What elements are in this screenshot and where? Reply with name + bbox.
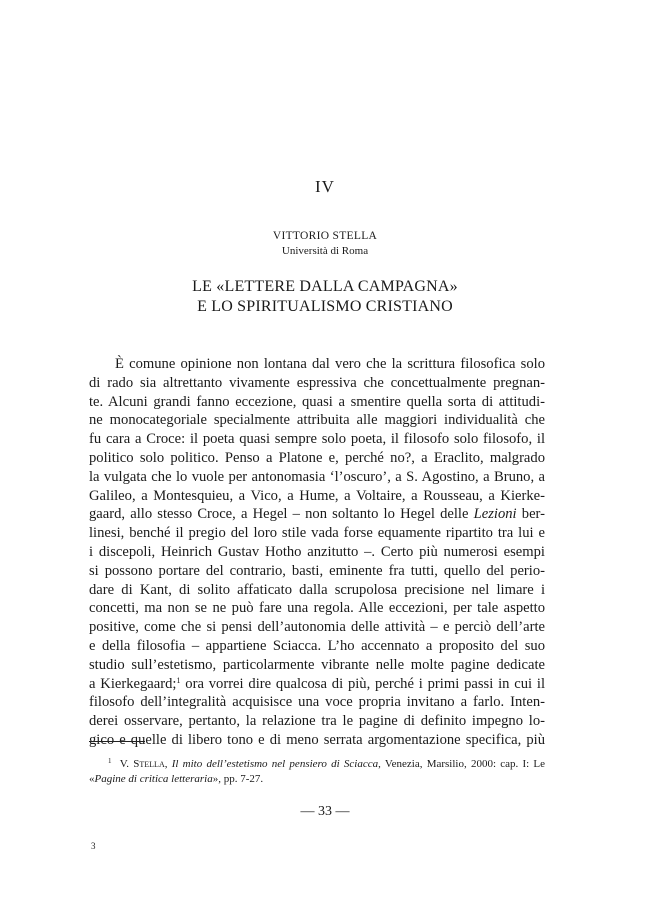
page-number: — 33 —	[300, 804, 350, 819]
body-line: i discepoli, Heinrich Gustav Hotho anzitutto –. Certo più numerosi esempi	[89, 543, 545, 560]
body-line: e della filosofia – appartiene Sciacca. L’ho accennato a proposito del suo	[89, 637, 545, 654]
footnote-reference[interactable]: 1	[176, 675, 181, 685]
footnote-author-surname: Stella	[133, 758, 165, 770]
body-line: filosofo dell’integralità acquisisce una voce propria invitano a farlo. Inten-	[89, 694, 545, 711]
footnote	[89, 757, 545, 787]
footnote-author-initial: V.	[119, 758, 134, 770]
body-text-run: gaard, allo stesso Croce, a Hegel – non soltanto lo Hegel delle	[89, 506, 474, 523]
footnote-separator: ,	[164, 758, 172, 770]
article-title	[0, 277, 650, 317]
body-line: linesi, benché il pregio del loro stile vada forse equamente ripartito tra lui e	[89, 525, 545, 542]
body-line: dare di Kant, di solito affaticato dalla scrupolosa precisione nel limare i	[89, 581, 545, 598]
body-line: di rado sia altrettanto vivamente espressiva che concettualmente pregnan-	[89, 374, 545, 391]
footnote-pages: », pp. 7-27.	[212, 773, 264, 785]
body-line: concetti, ma non se ne può fare una regola. Alle eccezioni, per tale aspetto	[89, 600, 545, 617]
chapter-number: IV	[315, 177, 335, 196]
body-line	[89, 505, 545, 524]
footnote-publication: , Venezia, Marsilio, 2000: cap. I: Le	[378, 758, 546, 770]
body-line: la vulgata che lo vuole per antonomasia ‘l’oscuro’, a S. Agostino, a Bruno, a	[89, 468, 545, 485]
footnote-line	[89, 772, 545, 787]
body-line: gico e quelle di libero tono e di meno serrata argomentazione specifica, più	[89, 731, 545, 748]
footnote-divider	[89, 741, 145, 742]
body-line: ne monocategoriale specialmente attribuita alle maggiori individualità che	[89, 412, 545, 429]
body-text-run: a Kierkegaard;	[89, 675, 177, 692]
footnote-work-title: Il mito dell’estetismo nel pensiero di Sciacca	[171, 758, 379, 770]
body-line: te. Alcuni grandi fanno eccezione, quasi a smentire quella sorta di attitudi-	[89, 393, 545, 410]
body-line: Galileo, a Montesquieu, a Vico, a Hume, a Voltaire, a Rousseau, a Kierke-	[89, 487, 545, 504]
footnote-open-quote: «	[89, 773, 95, 785]
footnote-series-title: Pagine di critica letteraria	[94, 773, 213, 785]
body-line: fu cara a Croce: il poeta quasi sempre solo poeta, il filosofo solo filosofo, il	[89, 431, 545, 448]
title-line: E LO SPIRITUALISMO CRISTIANO	[197, 298, 453, 315]
body-text-run: ber-	[516, 506, 545, 523]
body-line: si possono portare del contrario, basti, eminente fra tutti, quello del perio-	[89, 562, 545, 579]
body-text-run: ora vorrei dire qualcosa di più, perché i primi passi in cui il	[180, 675, 545, 692]
body-line: positive, come che si pensi dell’autonomia delle attività – e perciò dell’arte	[89, 619, 545, 636]
printer-signature: 3	[91, 841, 96, 851]
footnote-line	[89, 757, 545, 772]
body-line	[89, 675, 545, 694]
body-line: studio sull’estetismo, particolarmente vibrante nelle molte pagine dedicate	[89, 656, 545, 673]
footnote-marker: 1	[108, 757, 112, 765]
body-text	[89, 355, 545, 750]
author-name: VITTORIO STELLA	[272, 230, 378, 242]
body-line: È comune opinione non lontana dal vero che la scrittura filosofica solo	[115, 356, 545, 372]
italic-title-lezioni: Lezioni	[473, 506, 517, 523]
body-line: derei osservare, pertanto, la relazione tra le pagine di definito impegno lo-	[89, 713, 545, 730]
author-affiliation: Università di Roma	[281, 245, 369, 257]
body-line: politico solo politico. Penso a Platone e, perché no?, a Eraclito, malgrado	[89, 449, 545, 466]
title-line: LE «LETTERE DALLA CAMPAGNA»	[192, 278, 458, 295]
